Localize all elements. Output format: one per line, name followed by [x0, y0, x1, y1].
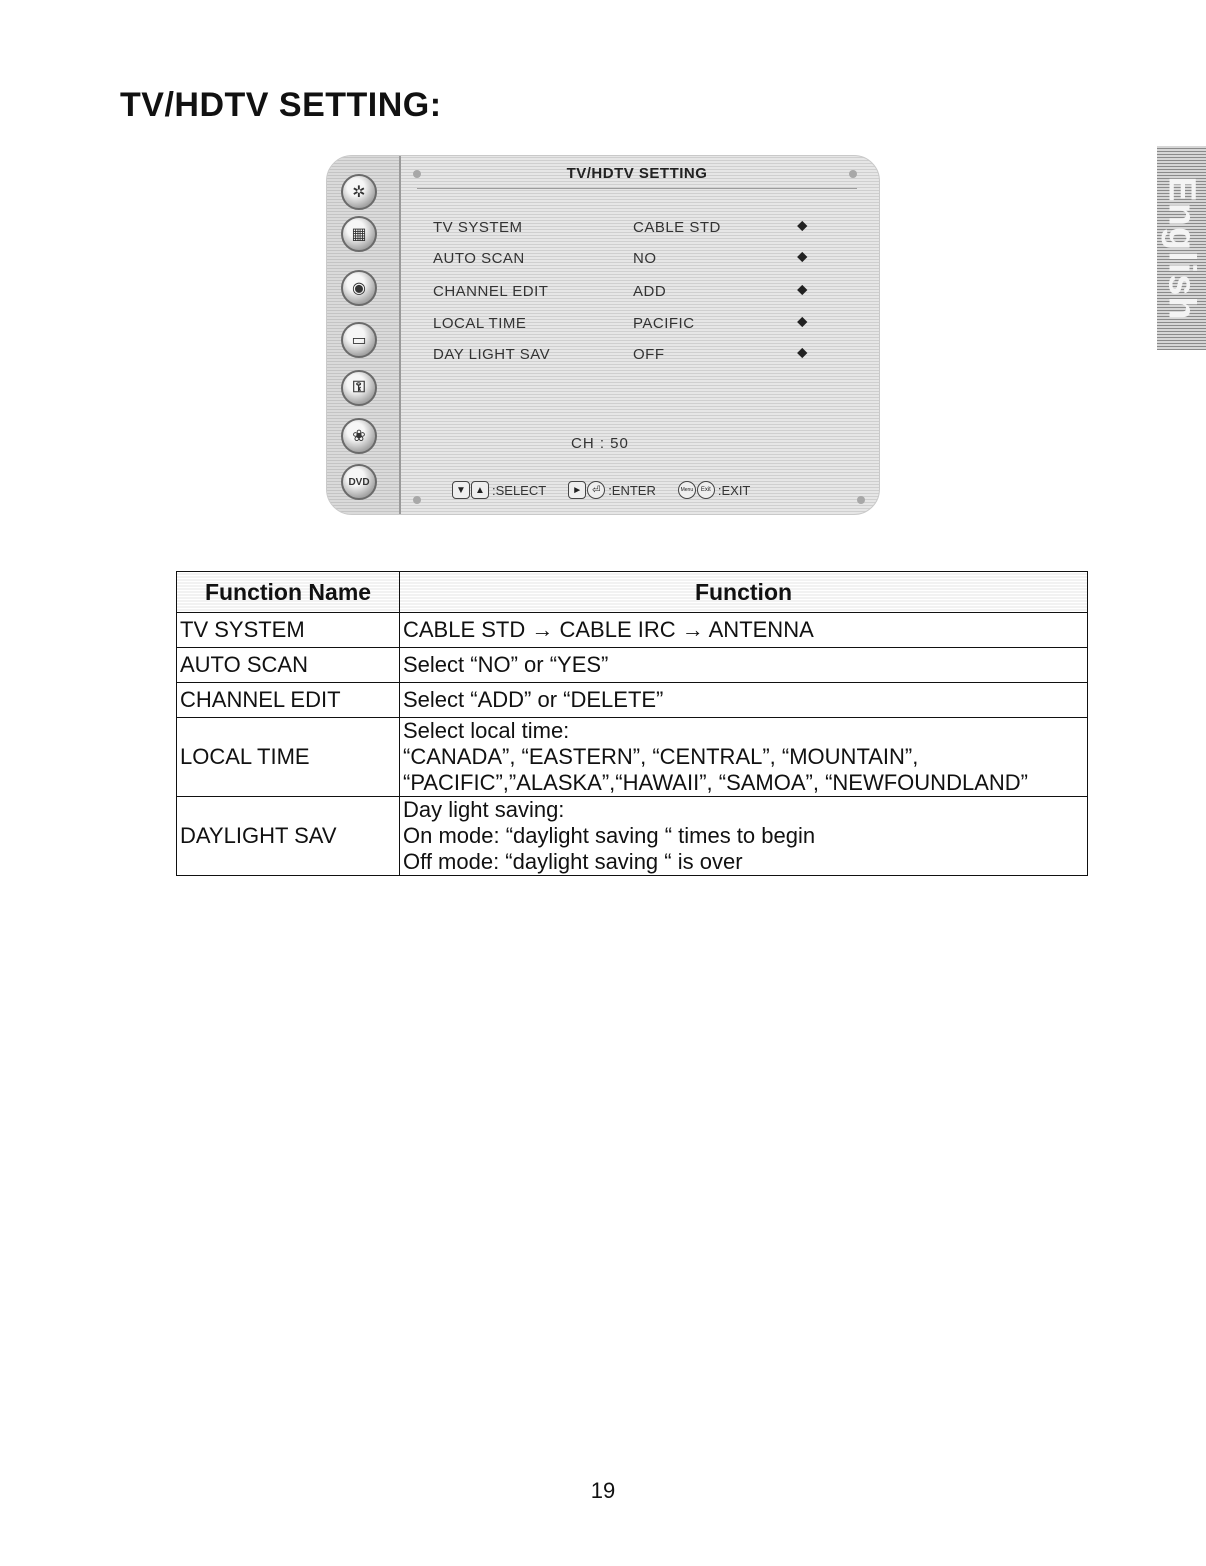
function-name-cell: LOCAL TIME: [177, 718, 400, 797]
osd-row-value: NO: [633, 250, 657, 267]
osd-row-tv-system[interactable]: [433, 219, 833, 243]
function-line: “CANADA”, “EASTERN”, “CENTRAL”, “MOUNTAIN”,: [403, 744, 919, 769]
osd-title-divider: [417, 188, 857, 189]
function-name-cell: DAYLIGHT SAV: [177, 797, 400, 876]
osd-row-auto-scan[interactable]: [433, 250, 833, 274]
table-row: [177, 683, 1088, 718]
function-line: Off mode: “daylight saving “ is over: [403, 849, 743, 874]
osd-screen: [326, 155, 880, 515]
osd-row-value: OFF: [633, 346, 665, 363]
osd-sidebar: [327, 156, 401, 514]
decor-dot: [413, 496, 421, 504]
osd-row-channel-edit[interactable]: [433, 283, 833, 307]
osd-row-label: LOCAL TIME: [433, 315, 527, 332]
language-tab-label: English: [1161, 175, 1204, 321]
page-heading: TV/HDTV SETTING:: [120, 86, 442, 124]
function-cell: CABLE STD → CABLE IRC → ANTENNA: [400, 613, 1088, 648]
tv-icon[interactable]: ▭: [341, 322, 377, 358]
settings-icon[interactable]: ✲: [341, 174, 377, 210]
osd-title: TV/HDTV SETTING: [566, 165, 708, 182]
exit-hint: :EXIT: [717, 482, 751, 498]
exit-key-icon: Exit: [697, 481, 715, 499]
setup-icon[interactable]: ❀: [341, 418, 377, 454]
down-key-icon: ▼: [452, 481, 470, 499]
up-down-arrow-icon: ⬥: [797, 344, 809, 361]
up-down-arrow-icon: ⬥: [797, 313, 809, 330]
picture-icon[interactable]: ▦: [341, 216, 377, 252]
osd-row-value: ADD: [633, 283, 667, 300]
function-name-cell: AUTO SCAN: [177, 648, 400, 683]
function-cell: Select “ADD” or “DELETE”: [400, 683, 1088, 718]
up-key-icon: ▲: [471, 481, 489, 499]
header-function: Function: [400, 572, 1088, 613]
osd-row-local-time[interactable]: [433, 315, 833, 339]
up-down-arrow-icon: ⬥: [797, 248, 809, 265]
sound-icon[interactable]: ◉: [341, 270, 377, 306]
osd-row-label: TV SYSTEM: [433, 219, 523, 236]
up-down-arrow-icon: ⬥: [797, 281, 809, 298]
enter-key-icon: ⏎: [587, 481, 605, 499]
lock-icon[interactable]: ⚿: [341, 370, 377, 406]
table-row: [177, 613, 1088, 648]
page-number: 19: [590, 1478, 616, 1503]
table-row: [177, 648, 1088, 683]
channel-indicator: CH : 50: [571, 435, 629, 452]
osd-row-label: AUTO SCAN: [433, 250, 525, 267]
function-cell: Select “NO” or “YES”: [400, 648, 1088, 683]
function-cell: [400, 718, 1088, 797]
osd-row-label: DAY LIGHT SAV: [433, 346, 551, 363]
header-function-name: Function Name: [177, 572, 400, 613]
function-line: Select local time:: [403, 718, 570, 743]
table-header-row: [177, 572, 1088, 613]
menu-key-icon: Menu: [678, 481, 696, 499]
function-name-cell: CHANNEL EDIT: [177, 683, 400, 718]
osd-key-legend: [452, 478, 772, 502]
osd-row-label: CHANNEL EDIT: [433, 283, 549, 300]
osd-row-daylight-sav[interactable]: [433, 346, 833, 370]
function-name-cell: TV SYSTEM: [177, 613, 400, 648]
enter-hint: :ENTER: [608, 482, 656, 498]
table-row: [177, 797, 1088, 876]
function-line: Day light saving:: [403, 797, 565, 822]
function-cell: [400, 797, 1088, 876]
up-down-arrow-icon: ⬥: [797, 217, 809, 234]
osd-row-value: PACIFIC: [633, 315, 695, 332]
osd-row-value: CABLE STD: [633, 219, 721, 236]
decor-dot: [857, 496, 865, 504]
table-row: [177, 718, 1088, 797]
select-hint: :SELECT: [492, 482, 547, 498]
right-key-icon: ►: [568, 481, 586, 499]
language-tab: [1157, 146, 1206, 350]
function-line: “PACIFIC”,”ALASKA”,“HAWAII”, “SAMOA”, “NEWFOUNDLAND”: [403, 770, 1028, 795]
function-line: On mode: “daylight saving “ times to begin: [403, 823, 816, 848]
dvd-icon[interactable]: DVD: [341, 464, 377, 500]
function-table: [176, 571, 1088, 876]
